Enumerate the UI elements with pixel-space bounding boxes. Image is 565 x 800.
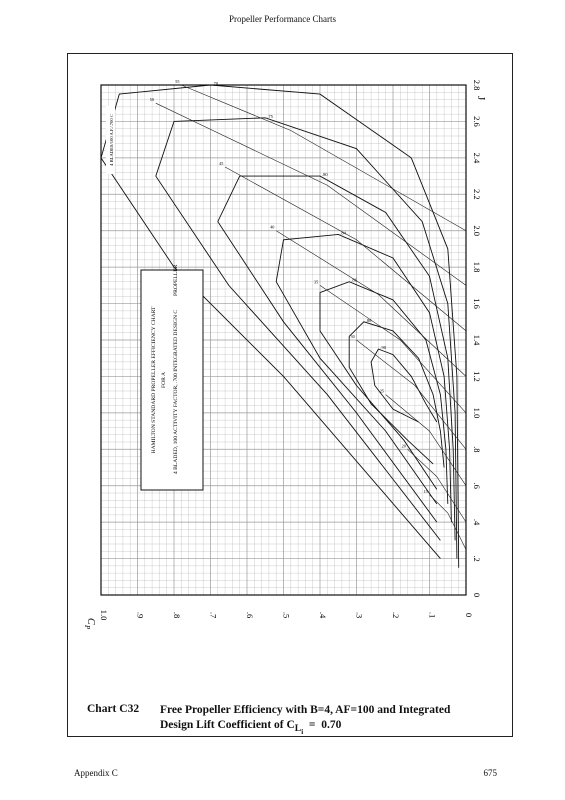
title-line-4: PROPELLER — [173, 264, 179, 296]
x-tick-label: 0 — [472, 592, 482, 598]
x-axis-label — [475, 96, 487, 101]
blade-angle-label: 40 — [270, 224, 275, 230]
efficiency-chart — [81, 79, 487, 655]
caption-label: Chart C32 — [87, 703, 140, 715]
corner-label — [106, 106, 115, 174]
blade-angle-label: 35 — [314, 279, 319, 285]
title-line-2: FOR A — [161, 371, 167, 389]
x-tick-label: 2.6 — [472, 116, 482, 127]
contour-label: .84 — [340, 230, 346, 236]
caption-line-2: Design Lift Coefficient of $C_{L_i} = 0.70$ — [160, 719, 342, 737]
blade-angle-label: 45 — [219, 160, 224, 166]
cl-symbol: C — [286, 719, 295, 731]
svg-text:J: J — [475, 96, 487, 101]
chart-title-box — [141, 264, 203, 490]
contour-label: .88 — [365, 317, 372, 323]
title-line-3: 4 BLADED, 100 ACTIVITY FACTOR, .700 INTEGRATED DESIGN C — [173, 309, 179, 475]
contour-label: .86 — [351, 277, 357, 283]
y-tick-label: 1.0 — [99, 609, 109, 621]
x-tick-label: 2.2 — [472, 188, 482, 200]
x-tick-label: 1.2 — [472, 371, 482, 382]
x-tick-label: .8 — [472, 446, 482, 453]
svg-text:P: P — [83, 625, 91, 630]
y-tick-label: .6 — [245, 611, 255, 619]
page-number: 675 — [483, 768, 497, 778]
x-tick-label: 1.4 — [472, 334, 482, 346]
y-tick-label: .3 — [354, 611, 365, 619]
svg-text:C: C — [85, 618, 96, 625]
x-tick-label: .2 — [472, 555, 482, 562]
svg-text:4 BLADES/100 A.F./.700 C: 4 BLADES/100 A.F./.700 C — [109, 114, 114, 166]
running-header: Propeller Performance Charts — [229, 14, 336, 24]
y-tick-label: .5 — [281, 611, 292, 619]
x-tick-label: 2.0 — [472, 225, 482, 237]
caption-text — [160, 703, 500, 740]
y-tick-label: .9 — [135, 611, 146, 619]
x-tick-label: 1.0 — [472, 407, 482, 419]
blade-angle-label: 20 — [401, 443, 406, 449]
caption-line-1: Free Propeller Efficiency with B=4, AF=100 and Integrated — [160, 704, 451, 716]
x-tick-label: .4 — [472, 518, 482, 526]
x-tick-label: 1.8 — [472, 261, 482, 273]
blade-angle-label: 25 — [379, 388, 384, 394]
contour-label: .80 — [322, 172, 328, 178]
x-tick-label: 1.6 — [472, 298, 482, 309]
y-tick-label: 0 — [464, 612, 474, 618]
footer-appendix: Appendix C — [74, 768, 118, 778]
x-tick-label: 2.4 — [472, 152, 482, 164]
contour-label: .75 — [267, 113, 273, 119]
y-tick-label: .8 — [172, 611, 182, 619]
x-tick-label: .6 — [472, 482, 482, 489]
contour-label: .70 — [212, 81, 219, 86]
blade-angle-label: 55 — [175, 79, 180, 84]
contour-label: .90 — [380, 345, 387, 351]
title-line-1: HAMILTON STANDARD PROPELLER EFFICIENCY CHART — [151, 306, 157, 454]
y-tick-label: .7 — [208, 611, 219, 619]
blade-angle-label: 30 — [350, 334, 355, 339]
y-tick-label: .4 — [318, 611, 328, 619]
y-tick-label: .2 — [391, 611, 401, 619]
cl-value: 0.70 — [321, 719, 342, 731]
blade-angle-label: 15 — [423, 488, 428, 494]
blade-angle-label: 50 — [149, 97, 154, 103]
x-tick-label: 2.8 — [472, 79, 482, 91]
y-tick-label: .1 — [427, 611, 438, 619]
